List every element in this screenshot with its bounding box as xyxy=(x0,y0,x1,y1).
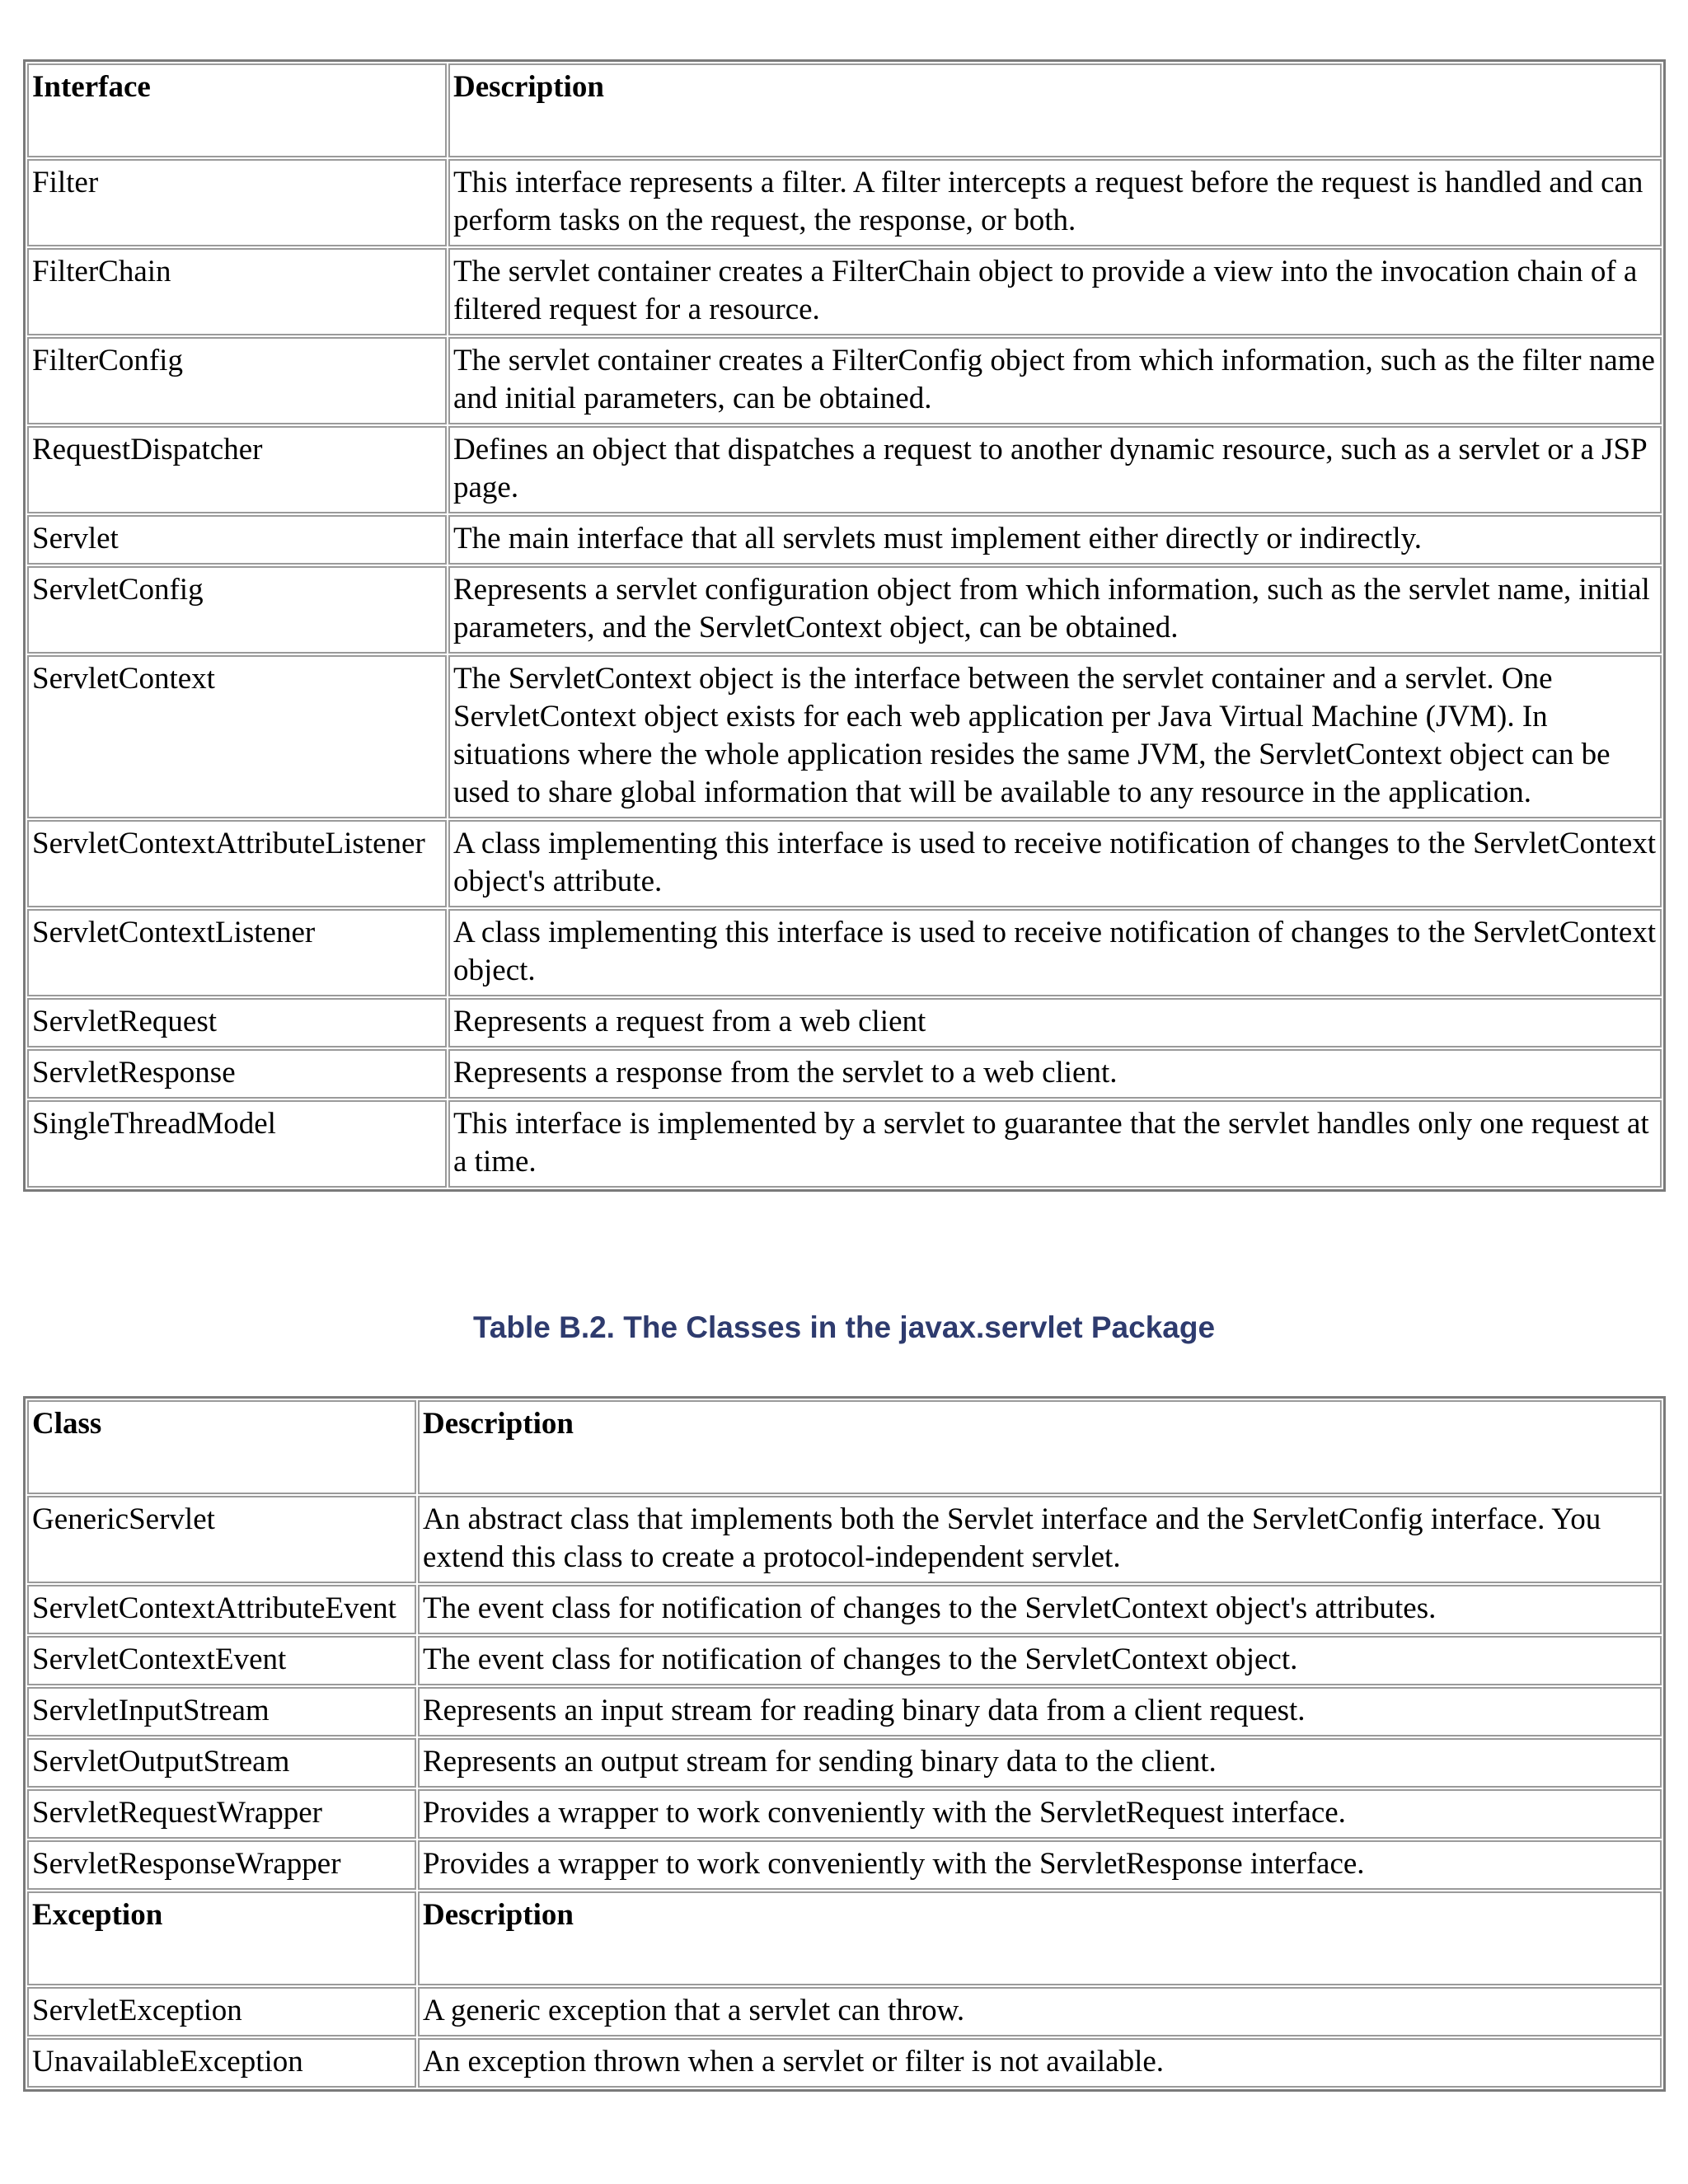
interface-name: FilterConfig xyxy=(27,337,447,424)
interface-name: SingleThreadModel xyxy=(27,1100,447,1188)
table-row xyxy=(27,1687,1662,1736)
exception-description: A generic exception that a servlet can throw. xyxy=(418,1987,1662,2036)
table-row xyxy=(27,655,1662,818)
interface-description: Represents a servlet configuration object from which information, such as the servlet name, initial parameters, and the ServletContext object, can be obtained. xyxy=(448,566,1662,654)
exception-name: UnavailableException xyxy=(27,2038,416,2088)
interface-name: Filter xyxy=(27,159,447,246)
exceptions-header-exception: Exception xyxy=(27,1891,416,1985)
table-row xyxy=(27,1987,1662,2036)
class-description: Provides a wrapper to work conveniently with the ServletResponse interface. xyxy=(418,1840,1662,1890)
interface-description: The ServletContext object is the interface between the servlet container and a servlet. One ServletContext object exists for each web application per Java Virtual Machine (JVM). In situations where the whole application resides the same JVM, the ServletContext object can be used to share global information that will be available to any resource in the application. xyxy=(448,655,1662,818)
interface-description: Represents a response from the servlet to a web client. xyxy=(448,1049,1662,1099)
class-name: ServletContextEvent xyxy=(27,1636,416,1685)
table-row xyxy=(27,1789,1662,1839)
class-description: The event class for notification of changes to the ServletContext object. xyxy=(418,1636,1662,1685)
interface-description: The main interface that all servlets must implement either directly or indirectly. xyxy=(448,515,1662,565)
exception-description: An exception thrown when a servlet or filter is not available. xyxy=(418,2038,1662,2088)
interface-description: This interface represents a filter. A filter intercepts a request before the request is handled and can perform tasks on the request, the response, or both. xyxy=(448,159,1662,246)
table-caption: Table B.2. The Classes in the javax.servlet Package xyxy=(472,1310,1216,1344)
exceptions-header-description: Description xyxy=(418,1891,1662,1985)
table-row xyxy=(27,998,1662,1047)
table-row xyxy=(27,1100,1662,1188)
interfaces-header-description: Description xyxy=(448,63,1662,157)
classes-header-description: Description xyxy=(418,1400,1662,1494)
exceptions-header-row xyxy=(27,1891,1662,1985)
interface-name: RequestDispatcher xyxy=(27,426,447,513)
table-row xyxy=(27,159,1662,246)
table-row xyxy=(27,820,1662,907)
class-name: GenericServlet xyxy=(27,1496,416,1583)
interfaces-table xyxy=(23,59,1666,1192)
class-name: ServletOutputStream xyxy=(27,1738,416,1788)
class-name: ServletResponseWrapper xyxy=(27,1840,416,1890)
class-description: Represents an input stream for reading binary data from a client request. xyxy=(418,1687,1662,1736)
table-row xyxy=(27,1496,1662,1583)
interface-name: ServletContextAttributeListener xyxy=(27,820,447,907)
interface-name: ServletContext xyxy=(27,655,447,818)
classes-header-class: Class xyxy=(27,1400,416,1494)
class-name: ServletRequestWrapper xyxy=(27,1789,416,1839)
table-row xyxy=(27,566,1662,654)
class-description: An abstract class that implements both the Servlet interface and the ServletConfig interface. You extend this class to create a protocol-independent servlet. xyxy=(418,1496,1662,1583)
table-row xyxy=(27,2038,1662,2088)
interface-description: Represents a request from a web client xyxy=(448,998,1662,1047)
interface-description: The servlet container creates a FilterConfig object from which information, such as the filter name and initial parameters, can be obtained. xyxy=(448,337,1662,424)
table-row xyxy=(27,1585,1662,1634)
interfaces-header-row xyxy=(27,63,1662,157)
exception-name: ServletException xyxy=(27,1987,416,2036)
table-row xyxy=(27,337,1662,424)
interfaces-header-interface: Interface xyxy=(27,63,447,157)
interface-description: Defines an object that dispatches a request to another dynamic resource, such as a servlet or a JSP page. xyxy=(448,426,1662,513)
interface-name: ServletConfig xyxy=(27,566,447,654)
table-row xyxy=(27,515,1662,565)
interface-description: This interface is implemented by a servlet to guarantee that the servlet handles only one request at a time. xyxy=(448,1100,1662,1188)
class-description: The event class for notification of changes to the ServletContext object's attributes. xyxy=(418,1585,1662,1634)
class-name: ServletContextAttributeEvent xyxy=(27,1585,416,1634)
table-row xyxy=(27,1636,1662,1685)
interface-name: Servlet xyxy=(27,515,447,565)
interface-description: The servlet container creates a FilterChain object to provide a view into the invocation chain of a filtered request for a resource. xyxy=(448,248,1662,335)
table-row xyxy=(27,426,1662,513)
interface-description: A class implementing this interface is used to receive notification of changes to the ServletContext object's attribute. xyxy=(448,820,1662,907)
table-row xyxy=(27,1738,1662,1788)
interface-name: ServletContextListener xyxy=(27,909,447,996)
table-row xyxy=(27,248,1662,335)
class-description: Represents an output stream for sending binary data to the client. xyxy=(418,1738,1662,1788)
interface-name: FilterChain xyxy=(27,248,447,335)
class-description: Provides a wrapper to work conveniently with the ServletRequest interface. xyxy=(418,1789,1662,1839)
interface-description: A class implementing this interface is used to receive notification of changes to the ServletContext object. xyxy=(448,909,1662,996)
table-row xyxy=(27,1049,1662,1099)
classes-header-row xyxy=(27,1400,1662,1494)
table-row xyxy=(27,1840,1662,1890)
interface-name: ServletResponse xyxy=(27,1049,447,1099)
classes-table xyxy=(23,1396,1666,2092)
class-name: ServletInputStream xyxy=(27,1687,416,1736)
interface-name: ServletRequest xyxy=(27,998,447,1047)
table-row xyxy=(27,909,1662,996)
